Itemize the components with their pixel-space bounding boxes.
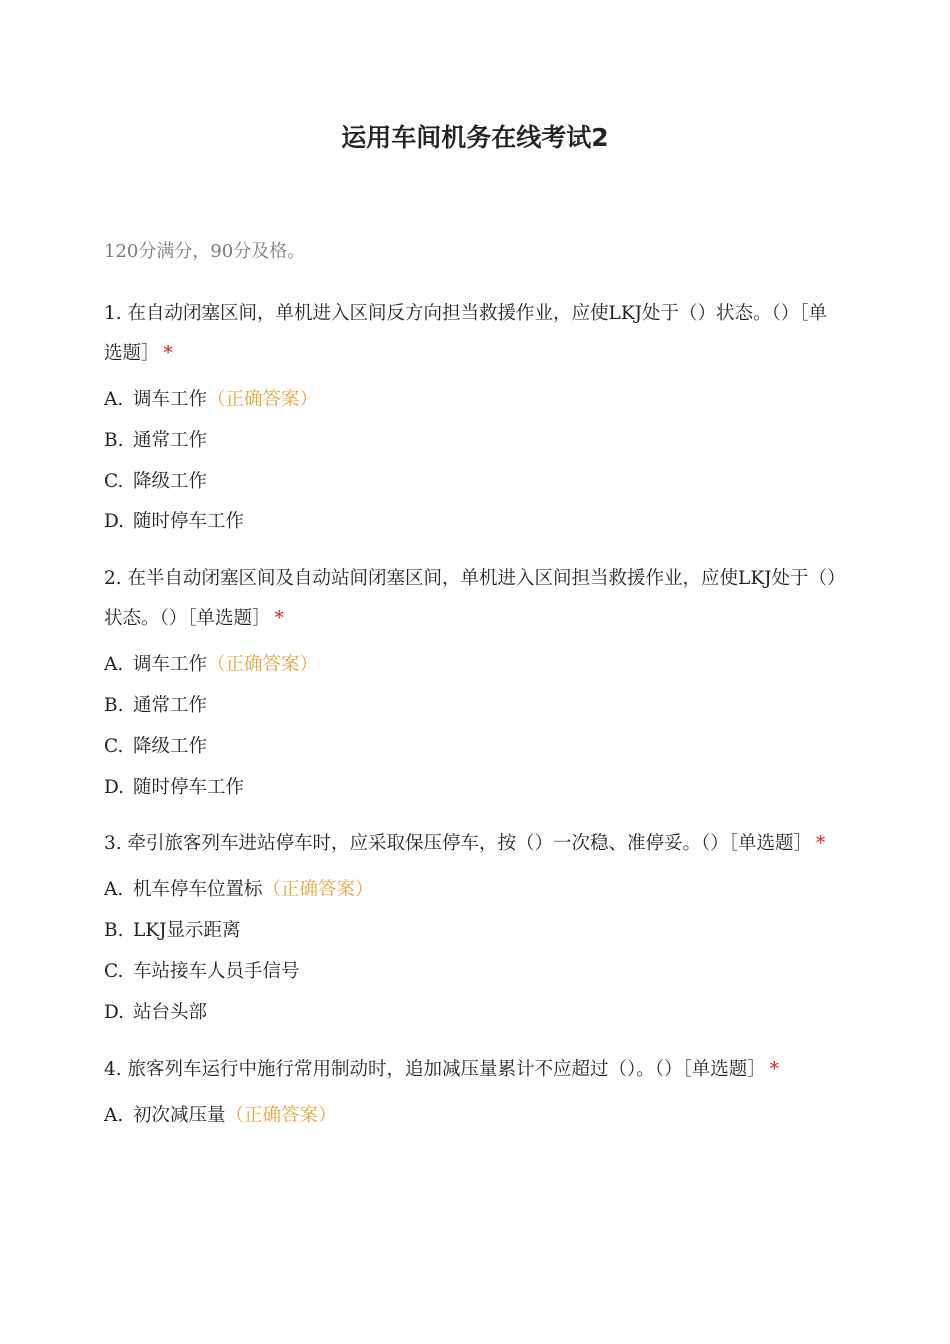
required-asterisk: *	[769, 1058, 780, 1080]
option-text: 车站接车人员手信号	[133, 960, 300, 982]
option-letter: A.	[104, 879, 124, 901]
option-text: 降级工作	[133, 470, 208, 492]
option-letter: A.	[104, 389, 124, 410]
question-stem	[104, 824, 844, 864]
option-text: 通常工作	[133, 694, 208, 716]
option-letter: D.	[104, 511, 125, 533]
option-a[interactable]	[104, 870, 844, 911]
question-stem	[104, 294, 844, 374]
question-stem	[104, 1050, 844, 1090]
option-c[interactable]	[104, 952, 844, 993]
option-text: 调车工作	[133, 654, 208, 676]
question-text: 4. 旅客列车运行中施行常用制动时，追加减压量累计不应超过（）。（）［单选题］	[104, 1058, 766, 1080]
option-letter: B.	[104, 694, 124, 716]
option-b[interactable]	[104, 911, 844, 952]
option-letter: C.	[104, 735, 124, 757]
option-c[interactable]	[104, 727, 844, 768]
option-d[interactable]	[104, 502, 844, 543]
option-text: 站台头部	[133, 1001, 208, 1023]
option-letter: C.	[104, 960, 124, 982]
option-b[interactable]	[104, 686, 844, 727]
option-letter: B.	[104, 920, 124, 942]
option-text: 通常工作	[133, 429, 208, 451]
option-a[interactable]	[104, 1096, 844, 1137]
option-c[interactable]	[104, 462, 844, 503]
correct-answer-tag: （正确答案）	[225, 1104, 337, 1126]
option-text: LKJ显示距离	[133, 920, 241, 942]
option-text: 机车停车位置标	[133, 879, 263, 901]
question-4	[104, 1050, 844, 1137]
option-a[interactable]	[104, 380, 844, 421]
option-d[interactable]	[104, 993, 844, 1034]
option-letter: B.	[104, 429, 124, 451]
option-letter: A.	[104, 654, 124, 676]
correct-answer-tag: （正确答案）	[262, 879, 374, 901]
score-note: 120分满分，90分及格。	[104, 241, 306, 262]
required-asterisk: *	[163, 343, 173, 364]
question-text: 2. 在半自动闭塞区间及自动站间闭塞区间，单机进入区间担当救援作业，应使LKJ处于（）状态。（）［单选题］	[104, 568, 837, 630]
required-asterisk: *	[816, 833, 826, 855]
question-stem	[104, 559, 844, 639]
correct-answer-tag: （正确答案）	[207, 389, 319, 410]
option-text: 随时停车工作	[133, 776, 245, 798]
option-d[interactable]	[104, 768, 844, 809]
option-text: 随时停车工作	[133, 511, 245, 533]
option-letter: D.	[104, 1001, 125, 1023]
option-text: 降级工作	[133, 735, 208, 757]
exam-content	[104, 232, 844, 1152]
option-letter: D.	[104, 776, 125, 798]
option-a[interactable]	[104, 645, 844, 686]
page-title: 运用车间机务在线考试2	[341, 123, 609, 152]
correct-answer-tag: （正确答案）	[207, 654, 319, 676]
question-text: 3. 牵引旅客列车进站停车时，应采取保压停车，按（）一次稳、准停妥。（）［单选题］	[104, 833, 813, 855]
option-letter: A.	[104, 1104, 124, 1126]
option-text: 初次减压量	[133, 1104, 226, 1126]
option-letter: C.	[104, 470, 124, 492]
required-asterisk: *	[274, 608, 284, 630]
option-b[interactable]	[104, 421, 844, 462]
option-text: 调车工作	[133, 389, 208, 410]
question-1	[104, 294, 844, 543]
question-3	[104, 824, 844, 1033]
question-2	[104, 559, 844, 808]
question-text: 1. 在自动闭塞区间，单机进入区间反方向担当救援作业，应使LKJ处于（）状态。（）［单选题］	[104, 303, 828, 364]
